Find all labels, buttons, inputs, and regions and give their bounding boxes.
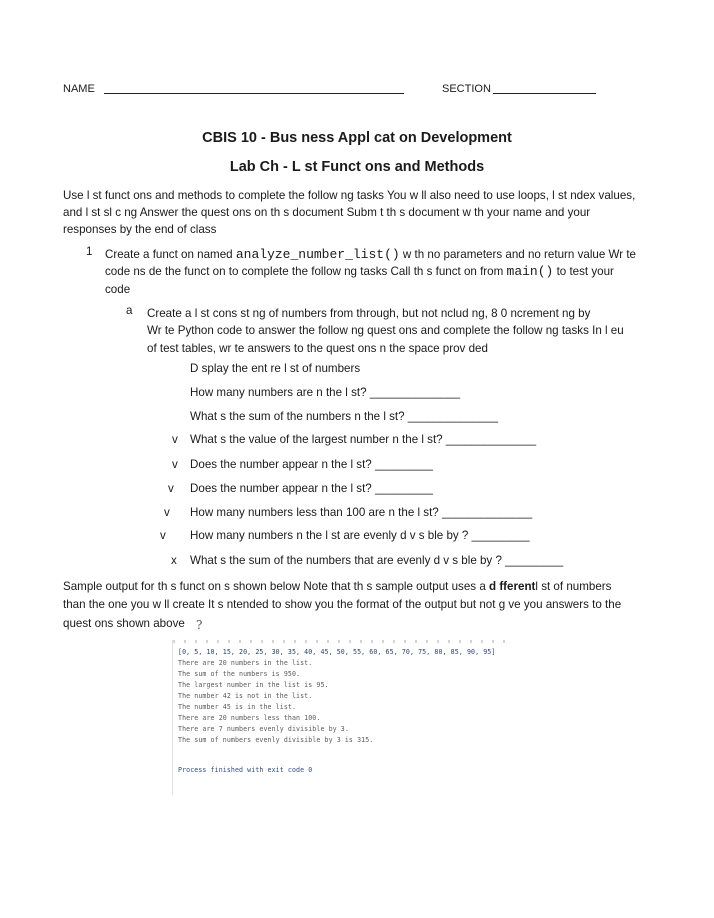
question-7-numeral: v xyxy=(164,506,170,519)
task-1-text-a: Create a funct on named xyxy=(105,248,233,261)
task-a-line-2: Wr te Python code to answer the follow ng quest ons and complete the follow ng tasks In l eu xyxy=(147,324,624,337)
lab-title: Lab Ch - L st Funct ons and Methods xyxy=(229,159,485,175)
question-1: D splay the ent re l st of numbers xyxy=(190,362,361,375)
name-label: NAME xyxy=(63,83,95,95)
task-1-text-b: w th no parameters and no return value Wr te xyxy=(402,248,636,261)
task-1-text-c: code ns de the funct on to complete the follow ng tasks Call th s funct on from xyxy=(105,265,504,278)
sample-line-1 xyxy=(63,577,611,596)
question-5-numeral: v xyxy=(172,458,178,471)
sample-line-3: quest ons shown above xyxy=(63,617,185,630)
console-line: The sum of numbers evenly divisible by 3 is 315. xyxy=(178,736,374,744)
course-title: CBIS 10 - Bus ness Appl cat on Development xyxy=(202,130,512,146)
intro-line-2: and l st sl c ng Answer the quest ons on th s document Subm t th s document w th your name and your xyxy=(63,206,591,219)
name-blank[interactable] xyxy=(104,84,404,94)
task-a-letter: a xyxy=(126,304,133,317)
console-line: The sum of the numbers is 950. xyxy=(178,670,301,678)
question-4: What s the value of the largest number n the l st? ______________ xyxy=(190,433,537,446)
console-line: There are 7 numbers evenly divisible by 3. xyxy=(178,725,349,733)
console-line-list: [0, 5, 10, 15, 20, 25, 30, 35, 40, 45, 50, 55, 60, 65, 70, 75, 80, 85, 90, 95] xyxy=(178,648,496,656)
function-name-code: analyze_number_list() xyxy=(235,247,400,262)
console-line: The largest number in the list is 95. xyxy=(178,681,329,689)
stray-question-mark: ? xyxy=(196,618,203,632)
sample-emphasis: d fferent xyxy=(489,580,536,593)
question-4-numeral: v xyxy=(172,433,178,446)
console-top-edge xyxy=(173,640,507,643)
console-line: The number 42 is not in the list. xyxy=(178,692,313,700)
question-5: Does the number appear n the l st? _________ xyxy=(190,458,433,471)
sample-text-c: l st of numbers xyxy=(535,580,612,593)
question-8: How many numbers n the l st are evenly d v s ble by ? _________ xyxy=(190,529,530,542)
task-1-text-d: to test your xyxy=(556,265,614,278)
task-1-number: 1 xyxy=(86,245,93,258)
main-function-code: main() xyxy=(506,264,554,279)
sample-line-2: than the one you w ll create It s ntended to show you the format of the output but not g ve you answers to the xyxy=(63,598,622,611)
console-line: There are 20 numbers in the list. xyxy=(178,659,313,667)
question-9-numeral: x xyxy=(171,554,177,567)
task-1-line-2 xyxy=(105,262,614,281)
question-8-numeral: v xyxy=(160,529,166,542)
intro-line-1: Use l st funct ons and methods to complete the follow ng tasks You w ll also need to use loops, l st ndex values, xyxy=(63,189,636,202)
question-7: How many numbers less than 100 are n the l st? ______________ xyxy=(190,506,533,519)
console-output-image xyxy=(172,640,507,795)
console-line: The number 45 is in the list. xyxy=(178,703,297,711)
sample-text-a: Sample output for th s funct on s shown below Note that th s sample output uses a xyxy=(63,580,486,593)
question-6-numeral: v xyxy=(168,482,174,495)
question-9: What s the sum of the numbers that are evenly d v s ble by ? _________ xyxy=(190,554,564,567)
console-line-exit: Process finished with exit code 0 xyxy=(178,766,313,774)
console-line: There are 20 numbers less than 100. xyxy=(178,714,321,722)
question-3: What s the sum of the numbers n the l st? ______________ xyxy=(190,410,499,423)
task-a-line-1: Create a l st cons st ng of numbers from through, but not nclud ng, 8 0 ncrement ng by xyxy=(147,307,591,320)
task-1-line-3: code xyxy=(105,283,131,296)
intro-line-3: responses by the end of class xyxy=(63,223,217,236)
task-a-line-3: of test tables, wr te answers to the quest ons n the space prov ded xyxy=(147,342,488,355)
question-6: Does the number appear n the l st? _________ xyxy=(190,482,433,495)
section-label: SECTION xyxy=(442,83,491,95)
question-2: How many numbers are n the l st? ______________ xyxy=(190,386,461,399)
section-blank[interactable] xyxy=(493,84,596,94)
